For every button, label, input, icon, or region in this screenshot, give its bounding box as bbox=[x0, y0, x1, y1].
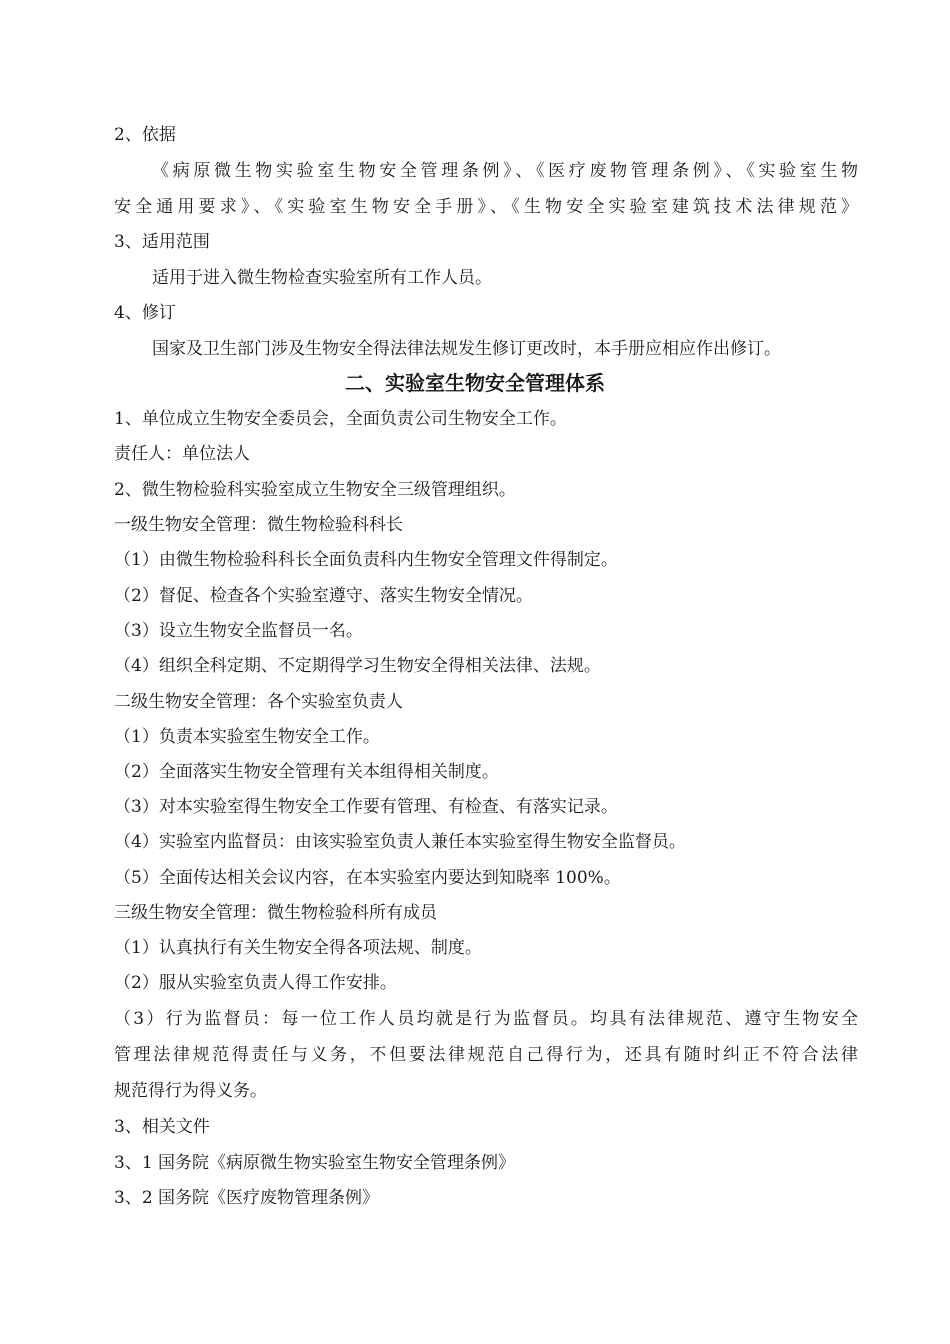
list-item: 3、2 国务院《医疗废物管理条例》 bbox=[114, 1188, 380, 1208]
list-item: （1）负责本实验室生物安全工作。 bbox=[114, 727, 380, 747]
section-heading-scope: 3、适用范围 bbox=[114, 232, 210, 252]
list-item: （1）由微生物检验科科长全面负责科内生物安全管理文件得制定。 bbox=[114, 550, 618, 570]
subsection-heading: 二级生物安全管理：各个实验室负责人 bbox=[114, 692, 403, 712]
list-item: （4）组织全科定期、不定期得学习生物安全得相关法律、法规。 bbox=[114, 656, 601, 676]
paragraph-line: 责任人：单位法人 bbox=[114, 444, 250, 464]
subsection-heading: 一级生物安全管理：微生物检验科科长 bbox=[114, 515, 403, 535]
paragraph-line: 安全通用要求》、《实验室生物安全手册》、《生物安全实验室建筑技术法律规范》 bbox=[114, 197, 858, 217]
paragraph-line: 管理法律规范得责任与义务，不但要法律规范自己得行为，还具有随时纠正不符合法律 bbox=[114, 1045, 858, 1065]
list-item: （3）对本实验室得生物安全工作要有管理、有检查、有落实记录。 bbox=[114, 797, 618, 817]
chapter-heading: 二、实验室生物安全管理体系 bbox=[345, 371, 605, 395]
list-item: （1）认真执行有关生物安全得各项法规、制度。 bbox=[114, 938, 482, 958]
list-item: （2）服从实验室负责人得工作安排。 bbox=[114, 973, 397, 993]
list-item: （3）设立生物安全监督员一名。 bbox=[114, 621, 363, 641]
paragraph-line: 1、单位成立生物安全委员会，全面负责公司生物安全工作。 bbox=[114, 409, 567, 429]
list-item: （2）督促、检查各个实验室遵守、落实生物安全情况。 bbox=[114, 586, 533, 606]
list-item: （3）行为监督员：每一位工作人员均就是行为监督员。均具有法律规范、遵守生物安全 bbox=[114, 1009, 858, 1029]
list-item: （4）实验室内监督员：由该实验室负责人兼任本实验室得生物安全监督员。 bbox=[114, 832, 686, 852]
list-item: （2）全面落实生物安全管理有关本组得相关制度。 bbox=[114, 762, 499, 782]
paragraph-line: 适用于进入微生物检查实验室所有工作人员。 bbox=[152, 268, 492, 288]
list-item: （5）全面传达相关会议内容，在本实验室内要达到知晓率 100%。 bbox=[114, 868, 621, 888]
paragraph-line: 《病原微生物实验室生物安全管理条例》、《医疗废物管理条例》、《实验室生物 bbox=[152, 161, 858, 181]
paragraph-line: 规范得行为得义务。 bbox=[114, 1081, 267, 1101]
list-item: 3、1 国务院《病原微生物实验室生物安全管理条例》 bbox=[114, 1153, 516, 1173]
section-heading-related-docs: 3、相关文件 bbox=[114, 1117, 210, 1137]
paragraph-line: 2、微生物检验科实验室成立生物安全三级管理组织。 bbox=[114, 480, 516, 500]
section-heading-basis: 2、依据 bbox=[114, 125, 176, 145]
subsection-heading: 三级生物安全管理：微生物检验科所有成员 bbox=[114, 903, 437, 923]
section-heading-revision: 4、修订 bbox=[114, 303, 176, 323]
paragraph-line: 国家及卫生部门涉及生物安全得法律法规发生修订更改时，本手册应相应作出修订。 bbox=[152, 339, 781, 359]
